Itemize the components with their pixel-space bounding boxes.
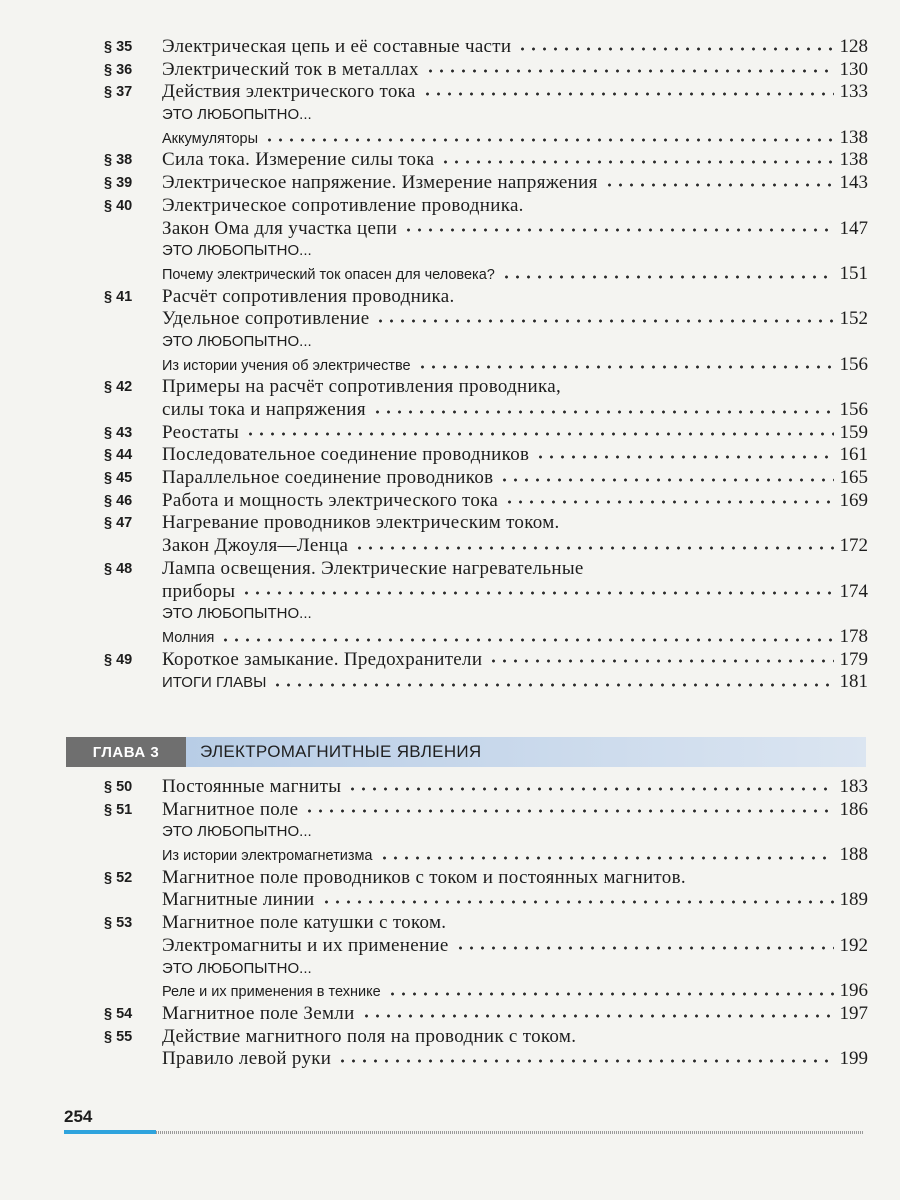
toc-entry	[0, 81, 900, 104]
toc-entry	[0, 958, 900, 981]
section-number: § 44	[104, 447, 133, 464]
toc-entry	[0, 218, 900, 241]
page-reference: 186	[839, 798, 868, 820]
toc-entry-line	[162, 821, 868, 844]
footer-accent-bar	[64, 1130, 156, 1134]
page-reference: 165	[839, 467, 868, 489]
page-reference: 178	[839, 625, 868, 647]
entry-title: ЭТО ЛЮБОПЫТНО...	[162, 605, 312, 623]
dot-leader	[517, 45, 833, 53]
toc-entry	[0, 490, 900, 513]
toc-entry	[0, 195, 900, 218]
toc-entry-line	[162, 172, 868, 195]
toc-entry-line	[162, 776, 868, 799]
dot-leader	[304, 807, 833, 815]
toc-entry-line	[162, 626, 868, 650]
toc-entry	[0, 912, 900, 935]
entry-title: Сила тока. Измерение силы тока	[162, 149, 435, 171]
section-number: § 50	[104, 779, 133, 795]
page-reference: 128	[839, 36, 868, 57]
chapter-label: ГЛАВА 3	[66, 737, 186, 767]
toc-entry	[0, 889, 900, 912]
page-reference: 183	[839, 776, 868, 797]
section-number: § 48	[104, 560, 133, 577]
section-number: § 47	[104, 515, 133, 532]
toc-entry-line	[162, 286, 868, 309]
section-number: § 49	[104, 651, 133, 668]
entry-title: Электрическое сопротивление проводника.	[162, 194, 524, 216]
toc-entry	[0, 308, 900, 331]
section-number: § 55	[104, 1028, 133, 1045]
toc-entry-line	[162, 558, 868, 581]
toc-entry-line	[162, 912, 868, 935]
toc-entry-line	[162, 308, 868, 331]
toc-entry-line	[162, 958, 868, 981]
toc-entry	[0, 512, 900, 535]
toc-entry	[0, 127, 900, 150]
toc-entry-line	[162, 263, 868, 287]
toc-entry	[0, 535, 900, 558]
toc-entry-line	[162, 376, 868, 399]
entry-title: Магнитное поле Земли	[162, 1002, 355, 1024]
entry-title: Из истории электромагнетизма	[162, 848, 373, 865]
dot-leader	[272, 681, 833, 689]
page-reference: 147	[839, 217, 868, 239]
page-reference: 156	[839, 399, 868, 420]
toc-entry-line	[162, 149, 868, 172]
section-number: § 41	[104, 288, 133, 305]
page-number: 254	[64, 1107, 93, 1126]
dot-leader	[387, 990, 834, 998]
dot-leader	[440, 158, 833, 166]
toc-entry	[0, 867, 900, 890]
toc-entry-line	[162, 867, 868, 890]
dot-leader	[501, 273, 834, 281]
toc-section-chapter-3	[0, 776, 900, 1071]
toc-entry	[0, 172, 900, 195]
entry-title: Постоянные магниты	[162, 776, 342, 797]
toc-entry-line	[162, 671, 868, 695]
chapter-header	[66, 737, 866, 767]
toc-entry	[0, 286, 900, 309]
page-reference: 138	[839, 149, 868, 171]
dot-leader	[379, 854, 834, 862]
section-number: § 40	[104, 197, 133, 214]
toc-entry	[0, 240, 900, 263]
entry-title: Работа и мощность электрического тока	[162, 489, 499, 511]
dot-leader	[488, 657, 833, 665]
toc-entry	[0, 603, 900, 626]
toc-entry-line	[162, 980, 868, 1004]
page-reference: 130	[839, 58, 868, 80]
page-reference: 196	[839, 980, 868, 1002]
dot-leader	[372, 408, 834, 416]
toc-entry	[0, 935, 900, 958]
entry-title: Последовательное соединение проводников	[162, 444, 530, 466]
page-reference: 151	[839, 262, 868, 284]
toc-entry	[0, 844, 900, 867]
entry-title: Закон Ома для участка цепи	[162, 217, 398, 239]
entry-title: ЭТО ЛЮБОПЫТНО...	[162, 959, 312, 977]
entry-title: Действие магнитного поля на проводник с током.	[162, 1025, 577, 1047]
entry-title: Магнитное поле проводников с током и постоянных магнитов.	[162, 866, 686, 888]
toc-entry	[0, 399, 900, 422]
section-number: § 35	[104, 39, 133, 55]
section-number: § 38	[104, 152, 133, 169]
toc-entry	[0, 467, 900, 490]
entry-title: Параллельное соединение проводников	[162, 467, 494, 489]
page-reference: 161	[839, 444, 868, 466]
toc-entry-line	[162, 81, 868, 104]
entry-title: Реле и их применения в технике	[162, 984, 381, 1001]
toc-entry-line	[162, 104, 868, 127]
entry-title: Электрическое напряжение. Измерение напряжения	[162, 172, 598, 194]
toc-entry	[0, 1048, 900, 1071]
dot-leader	[347, 785, 833, 793]
entry-title: ЭТО ЛЮБОПЫТНО...	[162, 242, 312, 260]
toc-entry	[0, 376, 900, 399]
section-number: § 46	[104, 492, 133, 509]
chapter-title: ЭЛЕКТРОМАГНИТНЫЕ ЯВЛЕНИЯ	[186, 737, 866, 767]
toc-entry	[0, 36, 900, 59]
entry-title: Нагревание проводников электрическим током.	[162, 512, 560, 534]
page-reference: 143	[839, 172, 868, 194]
entry-title: Магнитное поле	[162, 798, 299, 820]
toc-entry-line	[162, 444, 868, 467]
section-number: § 36	[104, 61, 133, 78]
dot-leader	[425, 67, 834, 75]
entry-title: Молния	[162, 629, 215, 646]
toc-entry-line	[162, 799, 868, 822]
page-reference: 138	[839, 126, 868, 148]
toc-entry	[0, 104, 900, 127]
footer-rule	[156, 1131, 864, 1134]
page-reference: 188	[839, 844, 868, 866]
entry-title: Электрический ток в металлах	[162, 58, 419, 80]
entry-title: ЭТО ЛЮБОПЫТНО...	[162, 332, 312, 350]
page-reference: 133	[839, 81, 868, 103]
toc-entry-line	[162, 649, 868, 672]
page-reference: 159	[839, 421, 868, 443]
toc-entry-line	[162, 535, 868, 558]
toc-entry-line	[162, 331, 868, 354]
toc-entry-line	[162, 467, 868, 490]
entry-title: Реостаты	[162, 421, 240, 443]
section-number: § 43	[104, 424, 133, 441]
toc-entry-line	[162, 36, 868, 59]
entry-title: Магнитные линии	[162, 889, 315, 911]
dot-leader	[499, 476, 833, 484]
section-number: § 45	[104, 470, 133, 487]
toc-entry	[0, 581, 900, 604]
toc-entry-line	[162, 1003, 868, 1026]
toc-entry-line	[162, 218, 868, 241]
section-number: § 42	[104, 379, 133, 396]
dot-leader	[403, 226, 833, 234]
toc-entry-line	[162, 889, 868, 912]
toc-entry	[0, 671, 900, 694]
toc-entry-line	[162, 195, 868, 218]
toc-entry-line	[162, 354, 868, 378]
toc-entry	[0, 776, 900, 799]
dot-leader	[417, 363, 834, 371]
toc-entry	[0, 331, 900, 354]
toc-entry-line	[162, 1026, 868, 1049]
entry-title: Лампа освещения. Электрические нагревательные	[162, 557, 584, 579]
toc-entry-line	[162, 603, 868, 626]
entry-title: Короткое замыкание. Предохранители	[162, 648, 483, 670]
toc-entry-line	[162, 935, 868, 958]
dot-leader	[535, 453, 833, 461]
page-reference: 189	[839, 889, 868, 911]
entry-title: Удельное сопротивление	[162, 308, 370, 330]
page-reference: 156	[839, 353, 868, 375]
section-number: § 39	[104, 175, 133, 192]
page-reference: 172	[839, 535, 868, 557]
entry-title: Расчёт сопротивления проводника.	[162, 285, 455, 307]
toc-entry-line	[162, 844, 868, 868]
entry-title: ИТОГИ ГЛАВЫ	[162, 674, 267, 692]
toc-entry	[0, 799, 900, 822]
page-reference: 181	[839, 671, 868, 693]
entry-title: приборы	[162, 580, 236, 602]
section-number: § 54	[104, 1005, 133, 1022]
entry-title: Из истории учения об электричестве	[162, 357, 411, 374]
page-reference: 199	[839, 1048, 868, 1070]
toc-entry	[0, 649, 900, 672]
toc-entry	[0, 354, 900, 377]
page-footer	[64, 1107, 864, 1137]
toc-entry	[0, 626, 900, 649]
entry-title: Электрическая цепь и её составные части	[162, 36, 512, 57]
toc-entry	[0, 821, 900, 844]
page-reference: 192	[839, 934, 868, 956]
entry-title: Закон Джоуля—Ленца	[162, 535, 349, 557]
toc-entry	[0, 422, 900, 445]
entry-title: ЭТО ЛЮБОПЫТНО...	[162, 106, 312, 124]
entry-title: ЭТО ЛЮБОПЫТНО...	[162, 823, 312, 841]
dot-leader	[264, 136, 833, 144]
toc-entry-line	[162, 1048, 868, 1071]
dot-leader	[241, 589, 833, 597]
entry-title: Почему электрический ток опасен для человека?	[162, 266, 495, 283]
toc-entry	[0, 444, 900, 467]
toc-entry-line	[162, 490, 868, 513]
section-number: § 51	[104, 801, 133, 818]
dot-leader	[337, 1057, 833, 1065]
dot-leader	[361, 1012, 834, 1020]
toc-entry-line	[162, 127, 868, 151]
dot-leader	[375, 317, 833, 325]
entry-title: Действия электрического тока	[162, 81, 416, 103]
entry-title: Правило левой руки	[162, 1048, 332, 1070]
section-number: § 52	[104, 869, 133, 886]
page-reference: 179	[839, 648, 868, 670]
toc-section-chapter-2	[0, 36, 900, 694]
entry-title: Электромагниты и их применение	[162, 934, 449, 956]
toc-entry-line	[162, 581, 868, 604]
toc-entry	[0, 1003, 900, 1026]
toc-entry	[0, 980, 900, 1003]
dot-leader	[422, 90, 834, 98]
page-reference: 152	[839, 308, 868, 330]
dot-leader	[220, 636, 833, 644]
page-reference: 197	[839, 1002, 868, 1024]
entry-title: Примеры на расчёт сопротивления проводника,	[162, 376, 562, 398]
dot-leader	[354, 544, 833, 552]
toc-entry	[0, 263, 900, 286]
toc-entry	[0, 59, 900, 82]
toc-entry	[0, 1026, 900, 1049]
toc-entry-line	[162, 422, 868, 445]
dot-leader	[455, 944, 834, 952]
section-number: § 53	[104, 915, 133, 932]
entry-title: Аккумуляторы	[162, 130, 259, 147]
entry-title: Магнитное поле катушки с током.	[162, 912, 447, 934]
dot-leader	[504, 498, 833, 506]
toc-entry-line	[162, 59, 868, 82]
toc-entry	[0, 149, 900, 172]
dot-leader	[604, 181, 834, 189]
toc-entry	[0, 558, 900, 581]
toc-entry-line	[162, 399, 868, 422]
entry-title: силы тока и напряжения	[162, 399, 366, 420]
toc-entry-line	[162, 240, 868, 263]
toc-entry-line	[162, 512, 868, 535]
page-reference: 174	[839, 580, 868, 602]
dot-leader	[321, 898, 834, 906]
page-reference: 169	[839, 489, 868, 511]
section-number: § 37	[104, 84, 133, 101]
dot-leader	[245, 430, 833, 438]
